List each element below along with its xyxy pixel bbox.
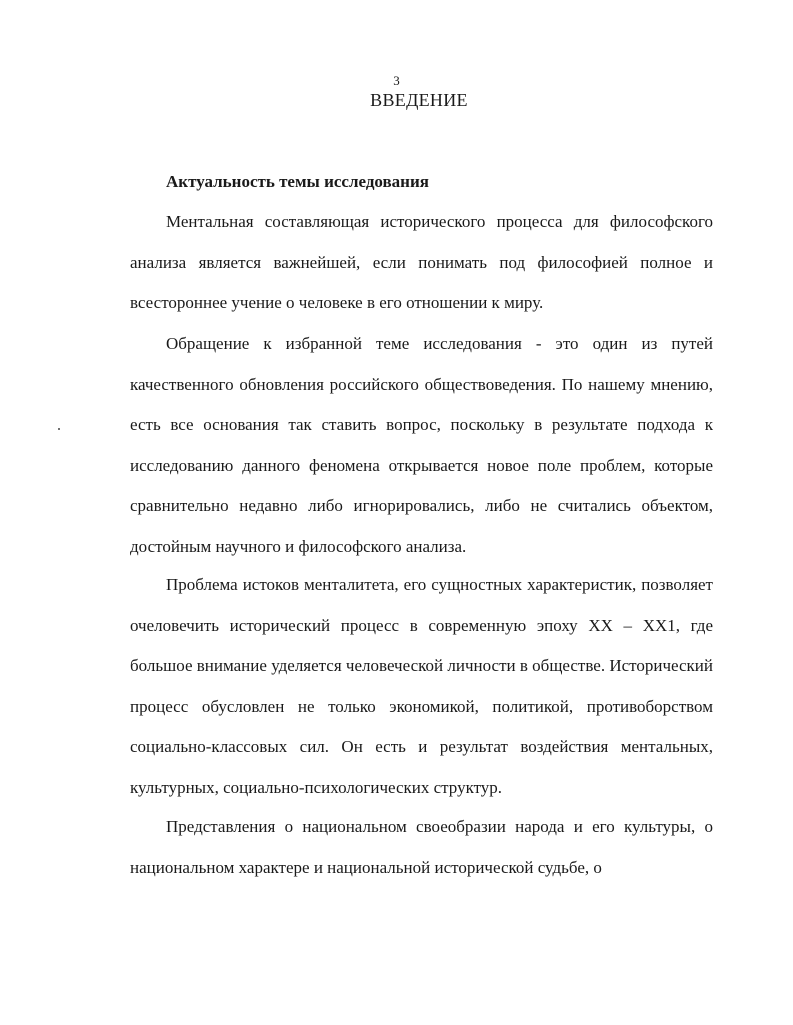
section-title: ВВЕДЕНИЕ [370,90,468,110]
paragraph-3: Проблема истоков менталитета, его сущностных характеристик, позволяет очеловечить исторический процесс в современную эпоху XX – XX1, где большое внимание уделяется человеческой личности в обществе. Исторический процесс обусловлен не только экономикой, политикой, противоборством социально-классовых сил. Он есть и результат воздействия ментальных, культурных, социально-психологических структур. [130,575,713,797]
scan-artifact-dot [58,428,60,430]
subtitle: Актуальность темы исследования [166,172,429,191]
paragraph-1: Ментальная составляющая исторического процесса для философского анализа является важнейшей, если понимать под философией полное и всестороннее учение о человеке в его отношении к миру. [130,212,713,313]
page-number: 3 [393,73,400,88]
paragraph-2: Обращение к избранной теме исследования - это один из путей качественного обновления российского обществоведения. По нашему мнению, есть все основания так ставить вопрос, поскольку в результате подхода к исследованию данного феномена открывается новое поле проблем, которые сравнительно недавно либо игнорировались, либо не считались объектом, достойным научного и философского анализа. [130,334,713,556]
paragraph-4: Представления о национальном своеобразии народа и его культуры, о национальном характере и национальной исторической судьбе, о [130,817,713,877]
